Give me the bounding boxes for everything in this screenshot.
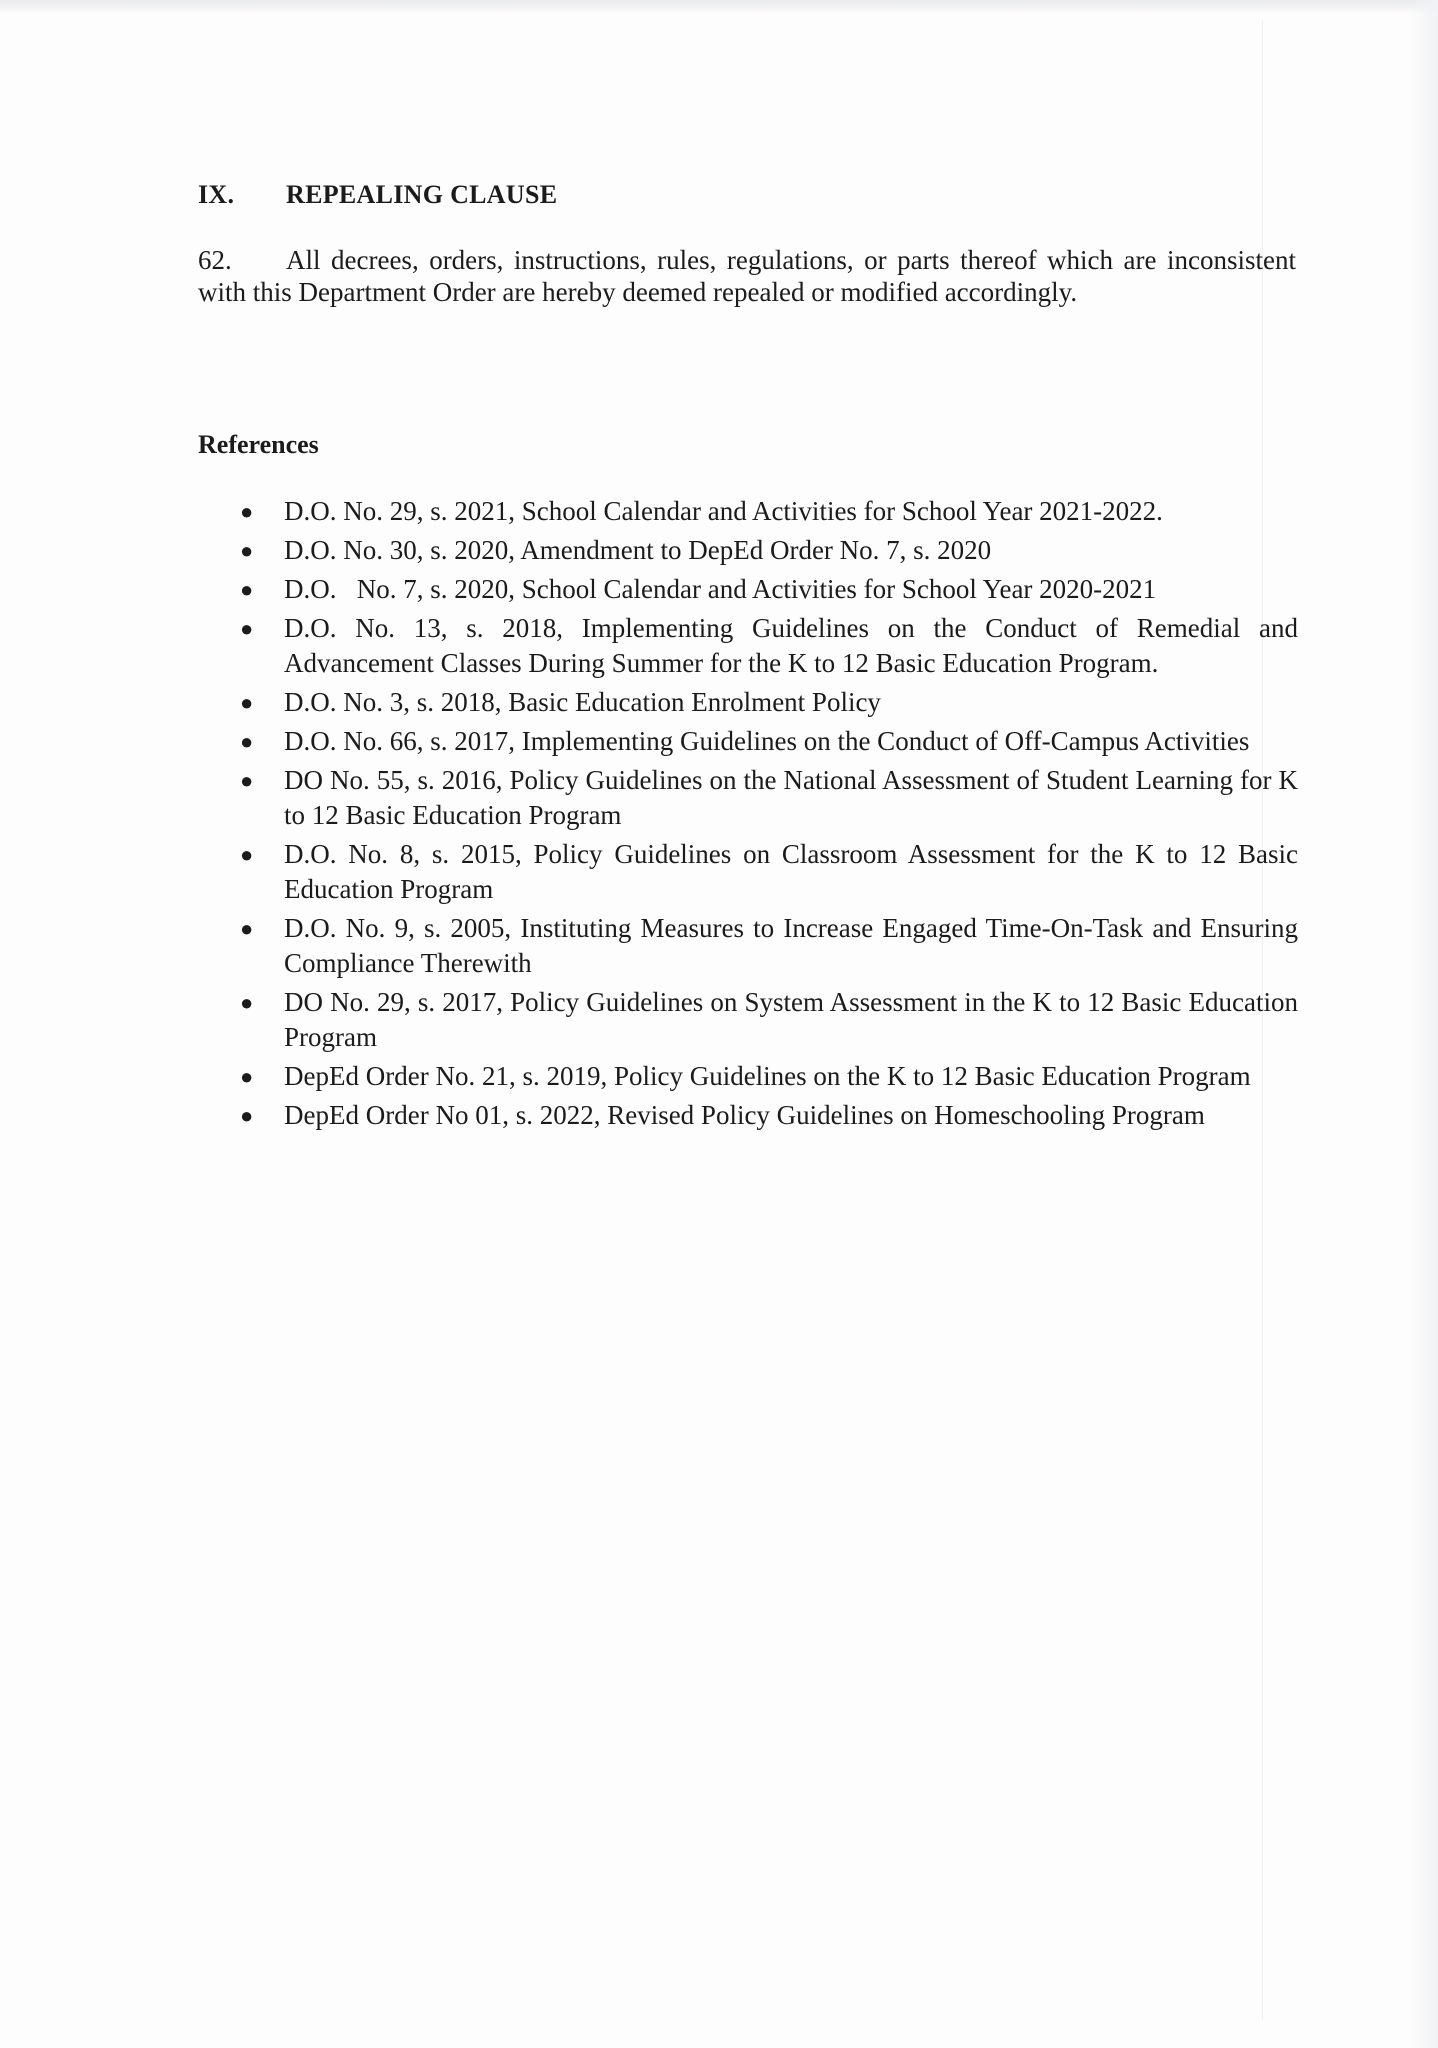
reference-item	[198, 611, 1298, 681]
reference-item	[198, 533, 1298, 568]
bullet-icon: ●	[240, 916, 254, 941]
reference-item	[198, 1059, 1298, 1094]
reference-item	[198, 685, 1298, 720]
bullet-icon: ●	[240, 577, 254, 602]
reference-text: DO No. 29, s. 2017, Policy Guidelines on System Assessment in the K to 12 Basic Education Program	[284, 987, 1298, 1052]
scan-edge-right	[1408, 0, 1438, 2048]
reference-text: D.O. No. 29, s. 2021, School Calendar and Activities for School Year 2021-2022.	[284, 496, 1163, 526]
reference-item	[198, 763, 1298, 833]
reference-item	[198, 724, 1298, 759]
references-heading: References	[198, 430, 319, 459]
section-heading	[198, 180, 557, 210]
reference-item	[198, 572, 1298, 607]
reference-text: D.O. No. 13, s. 2018, Implementing Guidelines on the Conduct of Remedial and Advancement Classes During Summer for the K to 12 Basic Education Program.	[284, 613, 1298, 678]
bullet-icon: ●	[240, 990, 254, 1015]
repealing-paragraph	[198, 244, 1296, 308]
scan-edge-top	[0, 0, 1438, 14]
reference-text: D.O. No. 66, s. 2017, Implementing Guidelines on the Conduct of Off-Campus Activities	[284, 726, 1250, 756]
bullet-icon: ●	[240, 1103, 254, 1128]
paragraph-number: 62.	[198, 245, 232, 275]
bullet-icon: ●	[240, 616, 254, 641]
reference-text: D.O. No. 8, s. 2015, Policy Guidelines on Classroom Assessment for the K to 12 Basic Education Program	[284, 839, 1298, 904]
reference-text: DO No. 55, s. 2016, Policy Guidelines on the National Assessment of Student Learning for K to 12 Basic Education Program	[284, 765, 1298, 830]
reference-text: DepEd Order No. 21, s. 2019, Policy Guidelines on the K to 12 Basic Education Program	[284, 1061, 1251, 1091]
reference-text: DepEd Order No 01, s. 2022, Revised Policy Guidelines on Homeschooling Program	[284, 1100, 1205, 1130]
bullet-icon: ●	[240, 1064, 254, 1089]
reference-item	[198, 837, 1298, 907]
reference-text: D.O. No. 30, s. 2020, Amendment to DepEd Order No. 7, s. 2020	[284, 535, 992, 565]
reference-text: D.O. No. 9, s. 2005, Instituting Measures to Increase Engaged Time-On-Task and Ensuring Compliance Therewith	[284, 913, 1298, 978]
reference-item	[198, 985, 1298, 1055]
reference-text: D.O. No. 3, s. 2018, Basic Education Enrolment Policy	[284, 687, 881, 717]
paragraph-text: All decrees, orders, instructions, rules, regulations, or parts thereof which are inconsistent with this Department Order are hereby deemed repealed or modified accordingly.	[198, 245, 1296, 307]
section-title: REPEALING CLAUSE	[286, 180, 558, 209]
bullet-icon: ●	[240, 768, 254, 793]
reference-text: D.O. No. 7, s. 2020, School Calendar and Activities for School Year 2020-2021	[284, 574, 1157, 604]
bullet-icon: ●	[240, 729, 254, 754]
bullet-icon: ●	[240, 499, 254, 524]
reference-item	[198, 911, 1298, 981]
references-list	[198, 494, 1298, 1137]
reference-item	[198, 1098, 1298, 1133]
reference-item	[198, 494, 1298, 529]
bullet-icon: ●	[240, 538, 254, 563]
bullet-icon: ●	[240, 690, 254, 715]
bullet-icon: ●	[240, 842, 254, 867]
section-number: IX.	[198, 180, 235, 209]
